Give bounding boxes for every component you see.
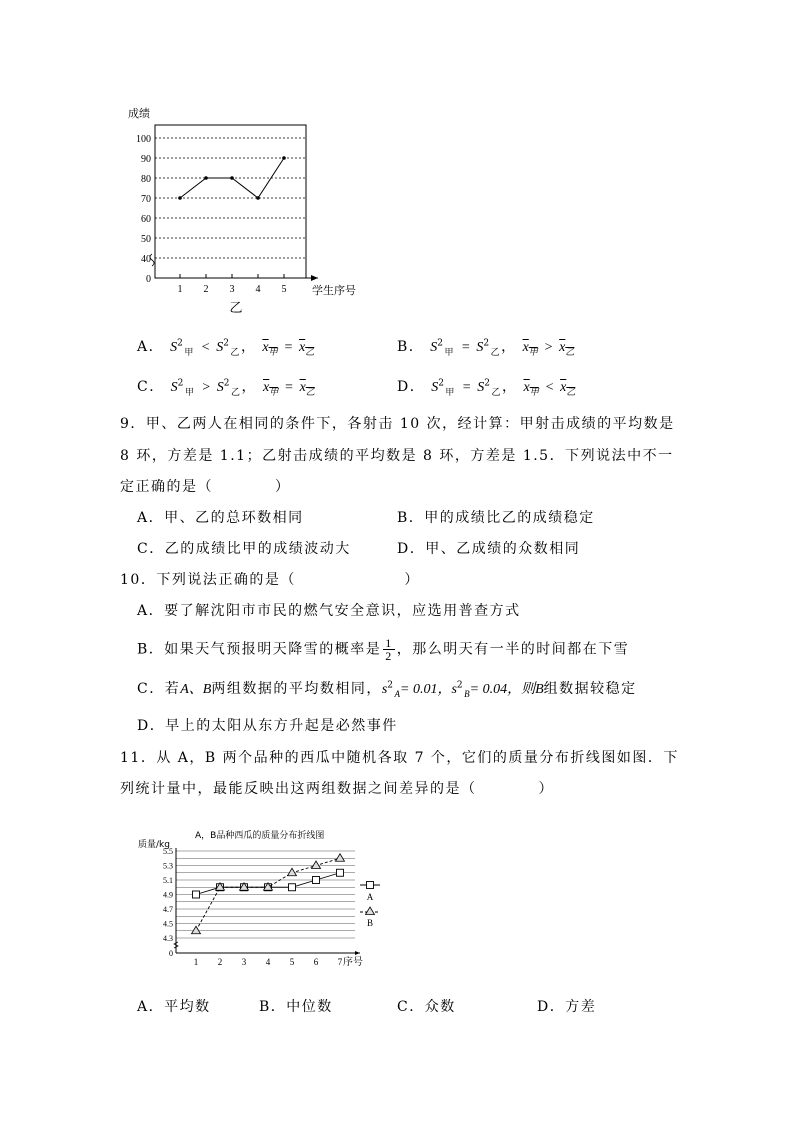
- chart2-x-tick-label: 1: [193, 957, 199, 967]
- chart2-y-tick-label: 5.1: [163, 876, 173, 885]
- q9-option-a[interactable]: A．甲、乙的总环数相同: [137, 510, 304, 526]
- chart1-point: [282, 156, 286, 160]
- chart1-x-tick-label: 5: [281, 284, 287, 295]
- chart1-point: [230, 176, 234, 180]
- q9-option-b[interactable]: B．甲的成绩比乙的成绩稳定: [397, 510, 595, 526]
- chart2-y-tick-label: 4.3: [163, 934, 173, 943]
- q8-option-b[interactable]: B． $S^2_甲 = S^2_乙$， $x_甲 > x_乙$: [397, 338, 575, 358]
- q10-option-c[interactable]: C．若A、B两组数据的平均数相同，$s^2_A= 0.01$，$s^2_B= 0.04$，则B组数据较稳定: [137, 680, 637, 699]
- chart2-point-A: [337, 869, 344, 876]
- chart1-y-tick-label: 0: [146, 274, 151, 285]
- chart2-y-tick-label: 4.7: [163, 905, 173, 914]
- chart2-x-tick-label: 2: [217, 957, 223, 967]
- q11-option-a[interactable]: A．平均数: [137, 999, 211, 1015]
- q8-option-d[interactable]: D． $S^2_甲 = S^2_乙$， $x_甲 < x_乙$: [397, 378, 576, 398]
- q10-stem: 10．下列说法正确的是（ ）: [120, 572, 420, 588]
- chart2-point-A: [193, 891, 200, 898]
- chart2-axis-break: [174, 942, 178, 948]
- chart2-y-tick-label: 4.5: [163, 919, 173, 929]
- chart-watermelon-mass: [130, 825, 390, 975]
- q10-option-b[interactable]: B．如果天气预报明天降雪的概率是 $\frac{1}{2}$ ，那么明天有一半的时间都在下雪: [137, 636, 630, 663]
- q11-option-b[interactable]: B．中位数: [259, 999, 333, 1015]
- chart1-point: [256, 196, 260, 200]
- chart2-x-tick-label: 4: [265, 957, 271, 967]
- chart1-y-tick-label: 60: [141, 214, 151, 225]
- chart1-x-tick-label: 1: [177, 284, 183, 295]
- chart2-x-axis-arrow: [355, 951, 360, 955]
- chart1-y-tick-label: 80: [141, 174, 151, 185]
- chart1-x-tick-label: 4: [255, 284, 261, 295]
- chart2-x-tick-label: 7: [337, 957, 343, 967]
- chart2-point-B: [312, 861, 321, 869]
- chart1-x-title: 学生序号: [312, 284, 356, 297]
- q10-option-d[interactable]: D．早上的太阳从东方升起是必然事件: [137, 718, 398, 734]
- chart-yi-scores: [120, 100, 380, 320]
- q10-option-a[interactable]: A．要了解沈阳市市民的燃气安全意识，应选用普查方式: [137, 603, 521, 619]
- legend-b-label: B: [366, 918, 374, 928]
- legend-b-marker: [366, 907, 375, 915]
- q9-stem-line-1: 9．甲、乙两人在相同的条件下，各射击 10 次，经计算：甲射击成绩的平均数是: [120, 416, 675, 432]
- q8-option-a[interactable]: A． $S^2_甲 < S^2_乙$， $x_甲 = x_乙$: [137, 338, 315, 358]
- chart2-y-tick-label: 5.3: [163, 861, 173, 871]
- chart1-caption: 乙: [229, 301, 243, 316]
- legend-a-marker: [367, 882, 374, 889]
- chart2-x-title: 序号: [343, 957, 363, 968]
- chart1-y-tick-label: 90: [141, 154, 151, 165]
- chart2-point-A: [289, 884, 296, 891]
- q11-option-c[interactable]: C．众数: [397, 999, 456, 1015]
- q9-option-c[interactable]: C．乙的成绩比甲的成绩波动大: [137, 541, 351, 557]
- chart2-x-tick-label: 3: [241, 957, 247, 967]
- q11-stem-line-1: 11．从 A，B 两个品种的西瓜中随机各取 7 个，它们的质量分布折线图如图．下: [120, 750, 679, 766]
- chart1-y-tick-label: 40: [141, 254, 151, 265]
- chart1-y-title: 成绩: [128, 107, 150, 120]
- legend-a-label: A: [366, 892, 374, 902]
- q9-option-d[interactable]: D．甲、乙成绩的众数相同: [397, 541, 581, 557]
- chart2-y-tick-label: 5.5: [163, 847, 173, 856]
- chart2-y-title: 质量/kg: [138, 840, 170, 850]
- chart1-x-axis-arrow: [311, 275, 318, 281]
- chart1-point: [204, 176, 208, 180]
- chart1-y-tick-label: 50: [141, 234, 151, 245]
- chart2-point-B: [288, 868, 297, 876]
- q9-stem-line-3: 定正确的是（ ）: [120, 479, 291, 495]
- chart2-title: A，B品种西瓜的质量分布折线图: [195, 831, 325, 841]
- chart1-y-tick-label: 100: [136, 134, 151, 145]
- chart2-x-tick-label: 5: [289, 957, 295, 967]
- q11-option-d[interactable]: D．方差: [537, 999, 597, 1015]
- chart1-y-tick-label: 70: [141, 194, 151, 205]
- chart2-y-tick-label: 4.9: [163, 890, 173, 900]
- chart2-y-tick-label: 0: [169, 949, 173, 958]
- chart1-point: [178, 196, 182, 200]
- chart1-x-tick-label: 3: [229, 284, 235, 295]
- chart1-x-tick-label: 2: [203, 284, 209, 295]
- chart2-point-A: [313, 877, 320, 884]
- chart2-x-tick-label: 6: [313, 957, 319, 967]
- q8-option-c[interactable]: C． $S^2_甲 > S^2_乙$， $x_甲 = x_乙$: [137, 378, 315, 398]
- chart1-frame: [155, 125, 306, 278]
- q11-stem-line-2: 列统计量中，最能反映出这两组数据之间差异的是（ ）: [120, 781, 554, 797]
- chart2-point-B: [336, 854, 345, 862]
- chart2-point-B: [192, 926, 201, 934]
- q9-stem-line-2: 8 环，方差是 1.1；乙射击成绩的平均数是 8 环，方差是 1.5．下列说法中不一: [120, 448, 674, 464]
- fraction-one-half: $\frac{1}{2}$: [385, 636, 393, 663]
